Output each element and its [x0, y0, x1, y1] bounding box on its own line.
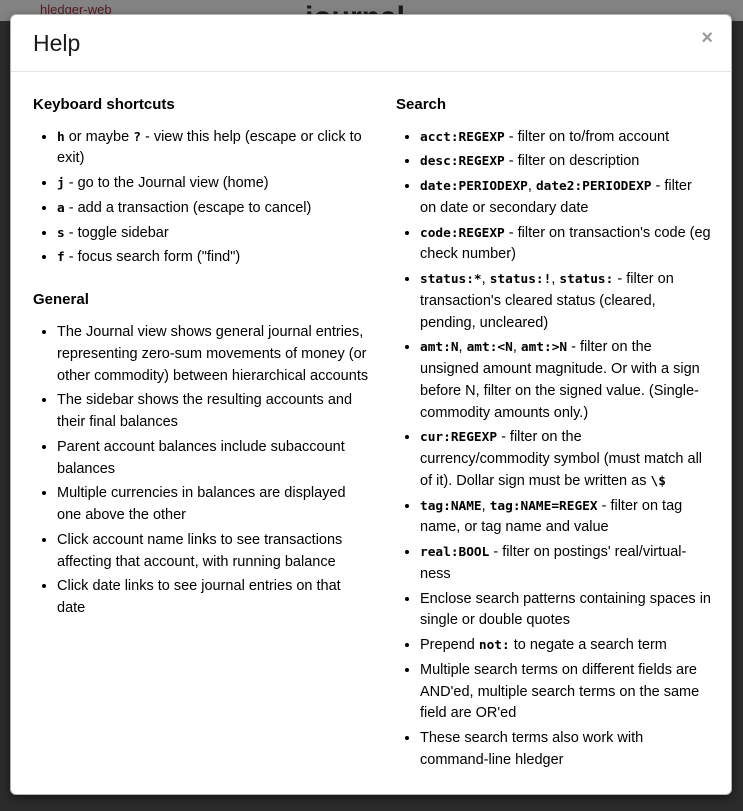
code-span: code:REGEXP [420, 225, 505, 241]
code-span: not: [478, 638, 510, 654]
text-span: , [551, 271, 560, 288]
code-span: status:! [489, 272, 552, 288]
text-span: - toggle sidebar [64, 224, 169, 241]
text-span: - filter on transaction's cleared status (cleared, pending, uncleared) [420, 271, 674, 331]
code-span: j [57, 176, 65, 192]
code-span: acct:REGEXP [420, 129, 505, 145]
text-span: The sidebar shows the resulting accounts and their final balances [57, 392, 353, 431]
list-item [420, 542, 711, 586]
help-modal [10, 14, 732, 795]
text-span: - view this help (escape or click to exit) [57, 128, 362, 167]
text-span: , [481, 497, 490, 514]
list-item [420, 660, 711, 725]
code-span: real:BOOL [420, 545, 490, 561]
list-item [420, 635, 711, 657]
list-item [420, 269, 711, 334]
text-span: Multiple currencies in balances are displayed one above the other [57, 485, 346, 524]
list-item [420, 337, 711, 424]
code-span: date:PERIODEXP [420, 179, 528, 195]
list-item [57, 223, 372, 245]
code-span: h [57, 129, 65, 145]
code-span: s [57, 225, 65, 241]
text-span: Click account name links to see transactions affecting that account, with running balance [57, 531, 343, 570]
code-span: status: [559, 272, 614, 288]
code-span: desc:REGEXP [420, 154, 505, 170]
list-item [420, 151, 711, 173]
text-span: - filter on the currency/commodity symbol (must match all of it). Dollar sign must be written as [420, 429, 703, 489]
text-span: - filter on tag name, or tag name and value [420, 497, 683, 536]
text-span: , [512, 339, 521, 356]
section-heading-keyboard-shortcuts: Keyboard shortcuts [33, 95, 175, 113]
text-span: , [481, 271, 490, 288]
text-span: - filter on date or secondary date [420, 178, 692, 216]
text-span: - filter on to/from account [504, 128, 670, 145]
code-span: amt:>N [520, 340, 568, 356]
modal-header [11, 15, 731, 72]
text-span: Parent account balances include subaccount balances [57, 438, 345, 477]
list-item [420, 176, 711, 220]
list-item [420, 728, 711, 772]
list-item [57, 437, 372, 481]
code-span: cur:REGEXP [420, 430, 498, 446]
text-span: - filter on postings' real/virtual-ness [420, 544, 687, 582]
right-column [372, 86, 711, 794]
modal-title: Help [33, 30, 81, 56]
list-item [57, 127, 372, 171]
code-span: tag:NAME [420, 498, 482, 514]
list-item [420, 427, 711, 492]
text-span: or maybe [64, 128, 134, 145]
code-span: amt:<N [466, 340, 513, 356]
text-span: - filter on transaction's code (eg check number) [420, 224, 711, 263]
text-span: - focus search form ("find") [64, 249, 241, 266]
code-span: date2:PERIODEXP [535, 179, 652, 195]
list-item [57, 390, 372, 434]
code-span: status:* [420, 272, 482, 288]
text-span: Click date links to see journal entries on that date [57, 578, 341, 617]
code-span: ? [133, 129, 141, 145]
text-span: Prepend [420, 637, 479, 654]
list-item [57, 173, 372, 195]
text-span: - go to the Journal view (home) [64, 175, 269, 192]
close-icon[interactable]: × [701, 27, 713, 49]
text-span: to negate a search term [509, 637, 667, 654]
text-span: Multiple search terms on different fields are AND'ed, multiple search terms on the same field are OR'ed [420, 661, 700, 722]
text-span: - add a transaction (escape to cancel) [64, 199, 312, 216]
text-span: The Journal view shows general journal entries, representing zero-sum movements of money (or other commodity) between hierarchical accounts [57, 324, 369, 384]
list-item [57, 198, 372, 220]
text-span: - filter on the unsigned amount magnitude. Or with a sign before N, filter on the signed value. (Single-commodity amounts only.) [420, 339, 700, 421]
text-span: These search terms also work with command-line hledger [420, 730, 644, 768]
list-item [420, 223, 711, 267]
list-item [57, 322, 372, 387]
list-item [57, 247, 372, 269]
code-span: a [57, 200, 65, 216]
modal-body [11, 72, 731, 795]
section-heading-general: General [33, 291, 89, 309]
left-column [33, 86, 372, 794]
list-item [420, 589, 711, 633]
general-list [33, 322, 372, 620]
list-item [57, 576, 372, 620]
list-item [420, 127, 711, 149]
keyboard-shortcuts-list [33, 127, 372, 270]
text-span: Enclose search patterns containing spaces in single or double quotes [420, 590, 711, 629]
code-span: \$ [650, 473, 666, 489]
code-span: amt:N [420, 340, 459, 356]
code-span: tag:NAME=REGEX [489, 498, 598, 514]
list-item [57, 483, 372, 527]
list-item [420, 496, 711, 540]
list-item [57, 530, 372, 574]
text-span: , [458, 339, 467, 356]
code-span: f [57, 250, 65, 266]
text-span: , [527, 178, 536, 195]
text-span: - filter on description [504, 153, 640, 170]
search-list [396, 127, 711, 772]
section-heading-search: Search [396, 95, 447, 113]
